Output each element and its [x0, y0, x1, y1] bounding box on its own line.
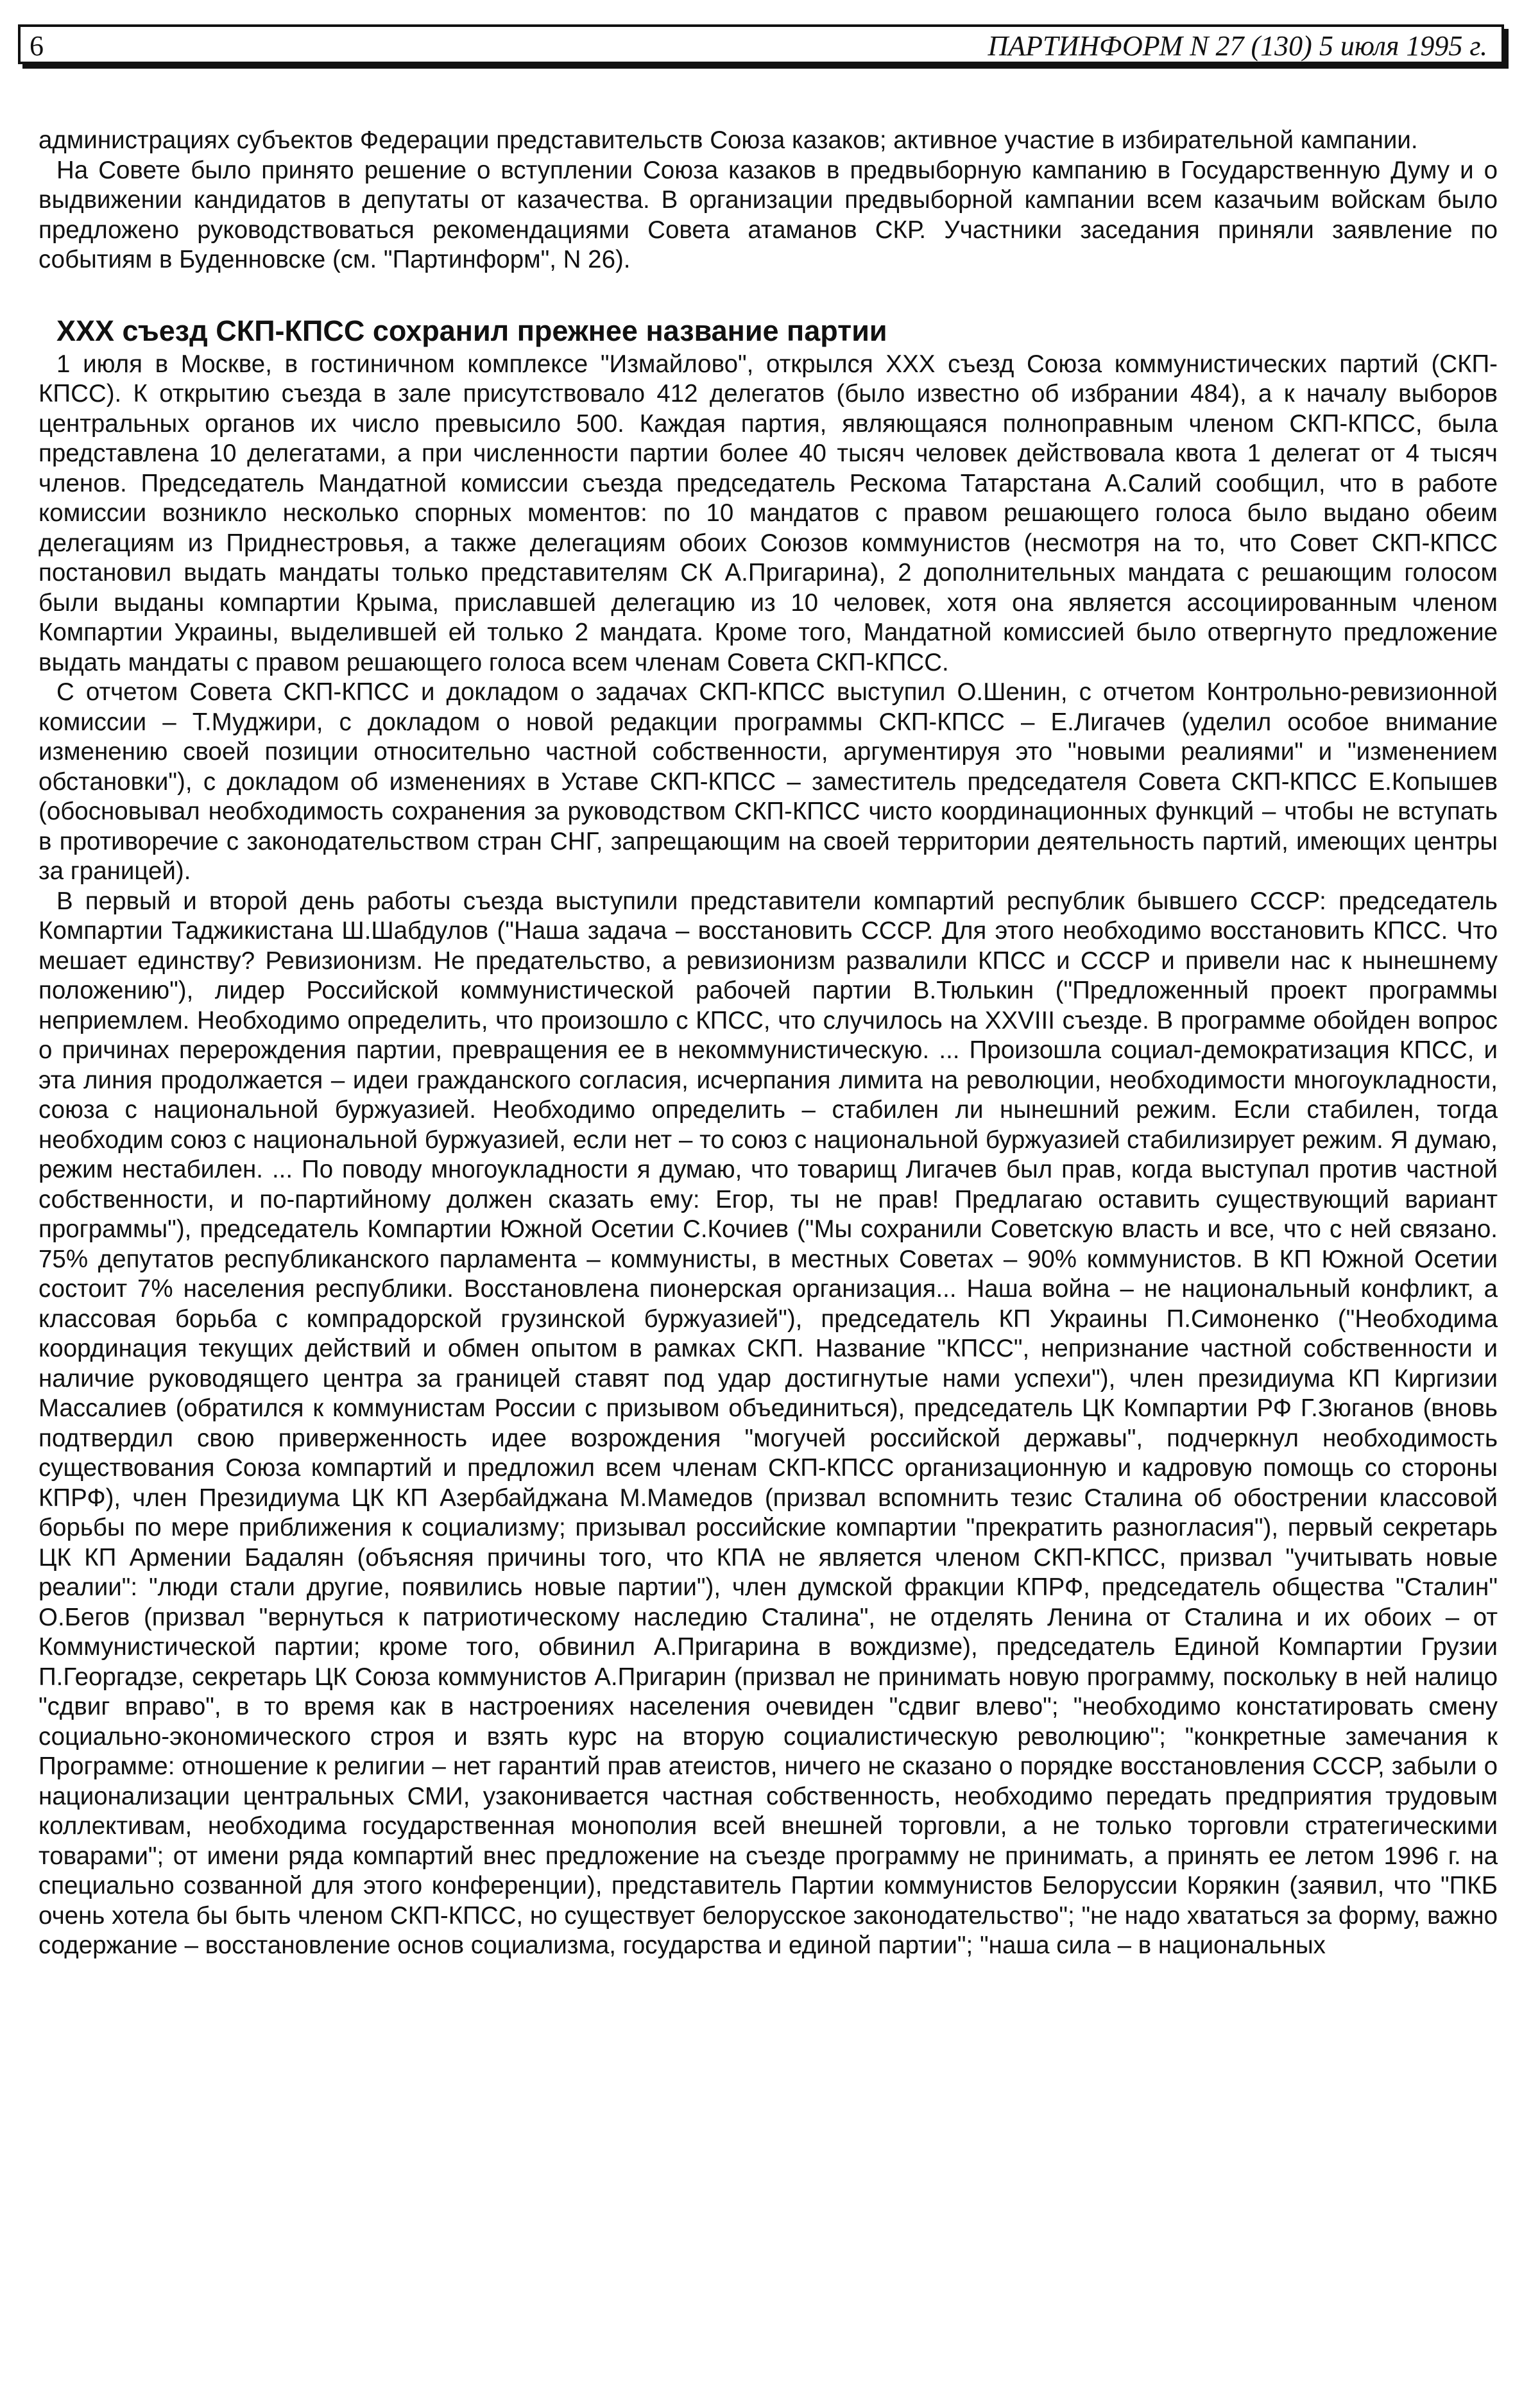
page-number: 6 — [30, 30, 44, 62]
article-paragraph-delegates: 1 июля в Москве, в гостиничном комплексе "Измайлово", открылся XXX съезд Союза коммунистических партий (СКП-КПСС). К открытию съезда в зале присутствовало 412 делегатов (было известно об избрании 484), а к началу выборов центральных органов их число превысило 500. Каждая партия, являющаяся полноправным членом СКП-КПСС, была представлена 10 делегатами, а при численности партии более 40 тысяч человек действовала квота 1 делегат от 4 тысяч членов. Председатель Мандатной комиссии съезда председатель Рескома Татарстана А.Салий сообщил, что в работе комиссии возникло несколько спорных моментов: по 10 мандатов с правом решающего голоса было выдано обеим делегациям из Приднестровья, а также делегациям обоих Союзов коммунистов (несмотря на то, что Совет СКП-КПСС постановил выдать мандаты только представителям СК А.Пригарина), 2 дополнительных мандата с решающим голосом были выданы компартии Крыма, приславшей делегацию из 10 человек, хотя она является ассоциированным членом Компартии Украины, выделившей ей только 2 мандата. Кроме того, Мандатной комиссией было отвергнуто предложение выдать мандаты с правом решающего голоса всем членам Совета СКП-КПСС. — [38, 350, 1498, 676]
page-header — [18, 24, 1504, 64]
article-paragraph-reports: С отчетом Совета СКП-КПСС и докладом о задачах СКП-КПСС выступил О.Шенин, с отчетом Контрольно-ревизионной комиссии – Т.Муджири, с докладом о новой редакции программы СКП-КПСС – Е.Лигачев (уделил особое внимание изменению своей позиции относительно частной собственности, аргументируя это "новыми реалиями" и "изменением обстановки"), с докладом об изменениях в Уставе СКП-КПСС – заместитель председателя Совета СКП-КПСС Е.Копышев (обосновывал необходимость сохранения за руководством СКП-КПСС чисто координационных функций – чтобы не вступать в противоречие с законодательством стран СНГ, запрещающим на своей территории деятельность партий, имеющих центры за границей). — [38, 678, 1498, 885]
article-body — [38, 126, 1498, 1961]
article-title: XXX съезд СКП-КПСС сохранил прежнее название партии — [56, 314, 887, 347]
intro-paragraph-cossacks: На Совете было принято решение о вступлении Союза казаков в предвыборную кампанию в Государственную Думу и о выдвижении кандидатов в депутаты от казачества. В организации предвыборной кампании всем казачьим войскам было предложено руководствоваться рекомендациями Совета атаманов СКР. Участники заседания приняли заявление по событиям в Буденновске (см. "Партинформ", N 26). — [38, 156, 1498, 273]
issue-info: ПАРТИНФОРМ N 27 (130) 5 июля 1995 г. — [988, 30, 1487, 62]
article-paragraph-speakers: В первый и второй день работы съезда выступили представители компартий республик бывшего СССР: председатель Компартии Таджикистана Ш.Шабдулов ("Наша задача – восстановить СССР. Для этого необходимо восстановить КПСС. Что мешает единству? Ревизионизм. Не предательство, а ревизионизм развалили КПСС и СССР и привели нас к нынешнему положению"), лидер Российской коммунистической рабочей партии В.Тюлькин ("Предложенный проект программы неприемлем. Необходимо определить, что произошло с КПСС, что случилось на XXVIII съезде. В программе обойден вопрос о причинах перерождения партии, превращения ее в некоммунистическую. ... Произошла социал-демократизация КПСС, и эта линия продолжается – идеи гражданского согласия, исчерпания лимита на революции, необходимости многоукладности, союза с национальной буржуазией. Необходимо определить – стабилен ли нынешний режим. Если стабилен, тогда необходим союз с национальной буржуазией, если нет – то союз с национальной буржуазией стабилизирует режим. Я думаю, режим нестабилен. ... По поводу многоукладности я думаю, что товарищ Лигачев был прав, когда выступал против частной собственности, и по-партийному должен сказать ему: Егор, ты не прав! Предлагаю оставить существующий вариант программы"), председатель Компартии Южной Осетии С.Кочиев ("Мы сохранили Советскую власть и все, что с ней связано. 75% депутатов республиканского парламента – коммунисты, в местных Советах – 90% коммунистов. В КП Южной Осетии состоит 7% населения республики. Восстановлена пионерская организация... Наша война – не национальный конфликт, а классовая борьба с компрадорской грузинской буржуазией"), председатель КП Украины П.Симоненко ("Необходима координация текущих действий и обмен опытом в рамках СКП. Название "КПСС", непризнание частной собственности и наличие руководящего центра за границей ставят под удар достигнутые нами успехи"), член президиума КП Киргизии Массалиев (обратился к коммунистам России с призывом объединиться), председатель ЦК Компартии РФ Г.Зюганов (вновь подтвердил свою приверженность идее возрождения "могучей российской державы", подчеркнул необходимость существования Союза компартий и предложил всем членам СКП-КПСС организационную и кадровую помощь со стороны КПРФ), член Президиума ЦК КП Азербайджана М.Мамедов (призвал вспомнить тезис Сталина об обострении классовой борьбы по мере приближения к социализму; призывал российские компартии "прекратить разногласия"), первый секретарь ЦК КП Армении Бадалян (объясняя причины того, что КПА не является членом СКП-КПСС, призвал "учитывать новые реалии": "люди стали другие, появились новые партии"), член думской фракции КПРФ, председатель общества "Сталин" О.Бегов (призвал "вернуться к патриотическому наследию Сталина", не отделять Ленина от Сталина и их обоих – от Коммунистической партии; кроме того, обвинил А.Пригарина в вождизме), председатель Единой Компартии Грузии П.Георгадзе, секретарь ЦК Союза коммунистов А.Пригарин (призвал не принимать новую программу, поскольку в ней налицо "сдвиг вправо", в то время как в настроениях населения очевиден "сдвиг влево"; "необходимо констатировать смену социально-экономического строя и взять курс на вторую социалистическую революцию"; "конкретные замечания к Программе: отношение к религии – нет гарантий прав атеистов, ничего не сказано о порядке восстановления СССР, забыли о национализации центральных СМИ, узаконивается частная собственность, необходимо передать предприятия трудовым коллективам, необходима государственная монополия всей внешней торговли, а не только торговли стратегическими товарами"; от имени ряда компартий внес предложение на съезде программу не принимать, а принять ее летом 1996 г. на специально созванной для этого конференции), представитель Партии коммунистов Белоруссии Корякин (заявил, что "ПКБ очень хотела бы быть членом СКП-КПСС, но существует белорусское законодательство"; "не надо хвататься за форму, важно содержание – восстановление основ социализма, государства и единой партии"; "наша сила – в национальных — [38, 887, 1498, 1959]
intro-paragraph-continuation: администрациях субъектов Федерации представительств Союза казаков; активное участие в избирательной кампании. — [38, 126, 1418, 154]
